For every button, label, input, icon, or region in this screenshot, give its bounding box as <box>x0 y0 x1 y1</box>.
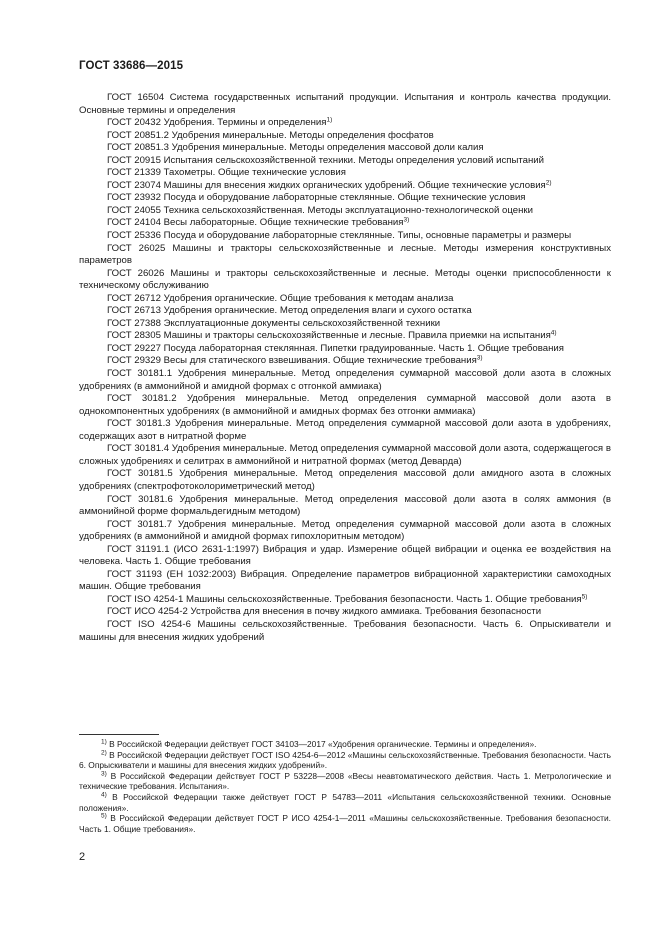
footnote-mark[interactable]: 2) <box>545 179 552 187</box>
reference-item: ГОСТ 20851.2 Удобрения минеральные. Методы определения фосфатов <box>107 129 434 141</box>
document-header: ГОСТ 33686—2015 <box>79 60 184 72</box>
reference-item: ГОСТ 27388 Эксплуатационные документы сельскохозяйственной техники <box>107 317 441 329</box>
reference-item: ГОСТ 29329 Весы для статического взвешивания. Общие технические требования$^{3)}$ <box>107 354 483 367</box>
reference-item: ГОСТ 29227 Посуда лабораторная стеклянная. Пипетки градуированные. Часть 1. Общие требования <box>107 342 564 354</box>
reference-item: ГОСТ 26025 Машины и тракторы сельскохозяйственные и лесные. Методы измерения конструктивных параметров <box>79 242 611 267</box>
reference-item: ГОСТ 20432 Удобрения. Термины и определения$^{1)}$ <box>107 116 333 129</box>
footnote: $^{5)}$ В Российской Федерации действует ГОСТ Р ИСО 4254-1—2011 «Машины сельскохозяйственные. Требования безопасности. Часть 1. Общие требования». <box>79 812 611 834</box>
reference-item: ГОСТ 30181.4 Удобрения минеральные. Метод определения суммарной массовой доли азота, содержащегося в сложных удобрениях и селитрах в аммонийной и нитратной формах (метод Деварда) <box>79 443 611 467</box>
reference-item: ГОСТ 30181.3 Удобрения минеральные. Метод определения суммарной массовой доли азота в удобрениях, содержащих азот в нитратной форме <box>79 418 611 442</box>
reference-item: ГОСТ 24055 Техника сельскохозяйственная. Методы эксплуатационно-технологической оценки <box>107 204 533 216</box>
reference-item: ГОСТ ISO 4254-1 Машины сельскохозяйственные. Требования безопасности. Часть 1. Общие требования$^{5)}$ <box>107 593 588 605</box>
footnotes <box>79 739 611 834</box>
footnote-mark[interactable]: 5) <box>581 593 588 601</box>
reference-item: ГОСТ 30181.7 Удобрения минеральные. Метод определения суммарной массовой доли азота в сложных удобрениях (в аммонийной и амидной формах гипохлоритным методом) <box>79 518 611 543</box>
footnote-mark[interactable]: 1) <box>326 116 333 124</box>
reference-item: ГОСТ 21339 Тахометры. Общие технические условия <box>107 167 346 179</box>
reference-item: ГОСТ 26713 Удобрения органические. Метод определения влаги и сухого остатка <box>107 305 472 317</box>
reference-item: ГОСТ ИСО 4254-2 Устройства для внесения в почву жидкого аммиака. Требования безопасности <box>107 606 542 618</box>
reference-item: ГОСТ 30181.6 Удобрения минеральные. Метод определения массовой доли азота в солях аммония (в аммонийной форме формальдегидным методом) <box>79 493 611 518</box>
reference-item: ГОСТ 26712 Удобрения органические. Общие требования к методам анализа <box>107 292 454 304</box>
reference-item: ГОСТ 20915 Испытания сельскохозяйственной техники. Методы определения условий испытаний <box>107 154 544 166</box>
reference-item: ГОСТ 25336 Посуда и оборудование лабораторные стеклянные. Типы, основные параметры и размеры <box>107 230 572 242</box>
reference-item: ГОСТ 30181.1 Удобрения минеральные. Метод определения суммарной массовой доли азота в сложных удобрениях (в аммонийной и амидной формах с отгонкой аммиака) <box>79 368 611 392</box>
reference-item: ГОСТ 30181.5 Удобрения минеральные. Метод определения массовой доли амидного азота в сложных удобрениях (спектрофотоколориметрический метод) <box>79 468 611 492</box>
footnote: $^{3)}$ В Российской Федерации действует ГОСТ Р 53228—2008 «Весы неавтоматического действия. Часть 1. Метрологические и технические требования. Испытания». <box>79 770 611 792</box>
reference-item: ГОСТ 24104 Весы лабораторные. Общие технические требования$^{3)}$ <box>107 216 410 229</box>
page-number: 2 <box>79 851 86 863</box>
reference-item: ГОСТ 20851.3 Удобрения минеральные. Методы определения массовой доли калия <box>107 142 484 154</box>
footnote-number: 5) <box>101 812 107 820</box>
footnote-number: 3) <box>101 770 107 778</box>
footnote-mark[interactable]: 3) <box>476 354 483 362</box>
footnote: $^{1)}$ В Российской Федерации действует ГОСТ 34103—2017 «Удобрения органические. Термины и определения». <box>101 738 537 749</box>
reference-item: ГОСТ 23932 Посуда и оборудование лабораторные стеклянные. Общие технические условия <box>107 192 526 204</box>
footnote-number: 4) <box>101 791 107 799</box>
reference-item: ГОСТ ISO 4254-6 Машины сельскохозяйственные. Требования безопасности. Часть 6. Опрыскиватели и машины для внесения жидких удобрений <box>79 618 611 643</box>
normative-references <box>79 92 611 644</box>
reference-item: ГОСТ 26026 Машины и тракторы сельскохозяйственные и лесные. Методы оценки приспособленности к техническому обслуживанию <box>79 267 611 292</box>
reference-item: ГОСТ 23074 Машины для внесения жидких органических удобрений. Общие технические условия$^{2)}$ <box>107 179 552 191</box>
footnote: $^{2)}$ В Российской Федерации действует ГОСТ ISO 4254-6—2012 «Машины сельскохозяйственные. Требования безопасности. Часть 6. Опрыскиватели и машины для внесения жидких удобрений». <box>79 749 611 771</box>
reference-item: ГОСТ 16504 Система государственных испытаний продукции. Испытания и контроль качества продукции. Основные термины и определения <box>79 92 611 116</box>
footnote-mark[interactable]: 4) <box>550 329 557 337</box>
footnote-divider <box>79 734 159 735</box>
reference-item: ГОСТ 30181.2 Удобрения минеральные. Метод определения суммарной массовой доли азота в однокомпонентных удобрениях (в аммонийной и амидных формах без отгонки аммиака) <box>79 393 611 417</box>
footnote: $^{4)}$ В Российской Федерации также действует ГОСТ Р 54783—2011 «Испытания сельскохозяйственной техники. Основные положения». <box>79 791 612 813</box>
footnote-number: 2) <box>101 749 107 757</box>
footnote-number: 1) <box>101 738 107 746</box>
reference-item: ГОСТ 31191.1 (ИСО 2631-1:1997) Вибрация и удар. Измерение общей вибрации и оценка ее воздействия на человека. Часть 1. Общие требования <box>79 543 611 568</box>
reference-item: ГОСТ 31193 (ЕН 1032:2003) Вибрация. Определение параметров вибрационной характеристики самоходных машин. Общие требования <box>79 568 611 593</box>
footnote-mark[interactable]: 3) <box>403 216 410 224</box>
reference-item: ГОСТ 28305 Машины и тракторы сельскохозяйственные и лесные. Правила приемки на испытания$^{4)}$ <box>107 329 557 342</box>
